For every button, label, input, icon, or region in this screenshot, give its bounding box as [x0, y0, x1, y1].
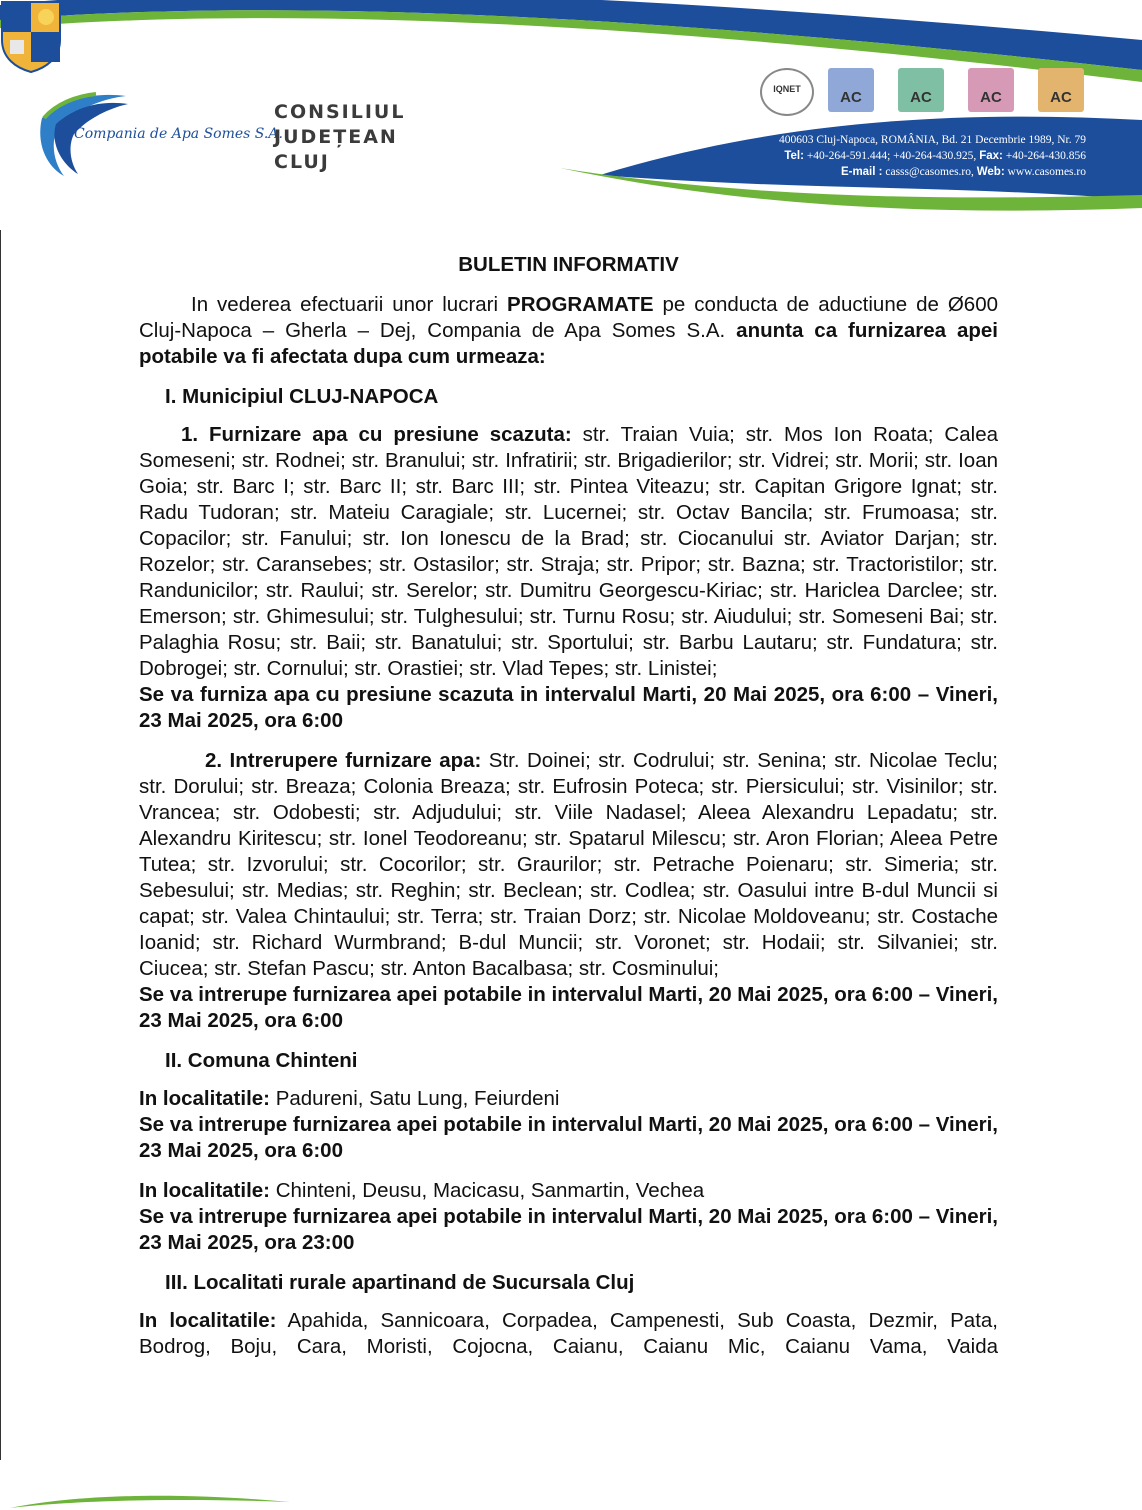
county-coat-of-arms-icon [0, 0, 62, 74]
section-heading: III. Localitati rurale apartinand de Sucursala Cluj [165, 1271, 635, 1294]
iqnet-badge-icon [760, 68, 814, 116]
intro-bold: PROGRAMATE [507, 293, 654, 316]
phone-fax-line [779, 148, 1086, 164]
document-title: BULETIN INFORMATIV [458, 253, 679, 276]
badge-label: AC [1050, 89, 1072, 106]
address: 400603 Cluj-Napoca, ROMÂNIA, Bd. 21 Decembrie 1989, Nr. 79 [779, 134, 1086, 146]
intro-text: pe conducta de aductiune de Ø600 Cluj-Napoca – Gherla – Dej, Compania de Apa Somes S.A. [139, 293, 998, 342]
item-label: 1. Furnizare apa cu presiune scazuta: [181, 423, 572, 446]
localities-paragraph [139, 1086, 998, 1112]
council-line: CLUJ [274, 151, 330, 173]
street-list-paragraph [139, 422, 998, 682]
localities-list: Apahida, Sannicoara, Corpadea, Campenesti, Sub Coasta, Dezmir, Pata, Bodrog, Boju, Cara, Moristi, Cojocna, Caianu, Caianu Mic, Caianu Vama, Vaida [139, 1309, 998, 1358]
council-line: JUDEȚEAN [274, 126, 398, 148]
web-label: Web: [976, 166, 1005, 178]
page-edge-line [0, 230, 1, 1460]
company-logo-text: Compania de Apa Somes S.A. [74, 126, 283, 142]
badge-label: AC [840, 89, 862, 106]
fax-label: Fax: [979, 150, 1003, 162]
schedule-notice: Se va intrerupe furnizarea apei potabile in intervalul Marti, 20 Mai 2025, ora 6:00 – Vineri, 23 Mai 2025, ora 6:00 [139, 983, 998, 1032]
tel-value: +40-264-591.444; +40-264-430.925, [806, 150, 977, 162]
localities-paragraph [139, 1178, 998, 1204]
intro-bold: anunta ca furnizarea apei potabile va fi afectata dupa cum urmeaza: [139, 319, 998, 368]
section-heading: I. Municipiul CLUJ-NAPOCA [165, 385, 439, 408]
company-logo [36, 88, 283, 180]
intro-paragraph [139, 292, 998, 370]
badge-label: AC [980, 89, 1002, 106]
county-council-name [274, 100, 405, 175]
street-list: Str. Doinei; str. Codrului; str. Senina; str. Nicolae Teclu; str. Dorului; str. Breaza; Colonia Breaza; str. Eufrosin Poteca; str. Piersicului; str. Visinilor; str. Vrancea; str. Odobesti; str. Adjudului; str. Viile Nadasel; Aleea Alexandru Lepadatu; str. Alexandru Kiritescu; str. Ionel Teodoreanu; str. Spatarul Milescu; str. Aron Florian; Aleea Petre Tutea; str. Izvorului; str. Cocorilor; str. Graurilor; str. Petrache Poienaru; str. Simeria; str. Sebesului; str. Medias; str. Reghin; str. Beclean; str. Codlea; str. Oasului intre B-dul Muncii si capat; str. Valea Chintaului; str. Terra; str. Traian Dorz; str. Nicolae Moldoveanu; str. Costache Ioanid; str. Richard Wurmbrand; B-dul Muncii; str. Voronet; str. Hodaii; str. Silvaniei; str. Ciucea; str. Stefan Pascu; str. Anton Bacalbasa; str. Cosminului; [139, 749, 998, 980]
contact-info [779, 132, 1086, 180]
localities-label: In localitatile: [139, 1087, 270, 1110]
localities-list: Chinteni, Deusu, Macicasu, Sanmartin, Vechea [270, 1179, 705, 1202]
footer-swoosh [0, 1490, 300, 1510]
badge-label: IQNET [773, 84, 801, 94]
item-label: 2. Intrerupere furnizare apa: [205, 749, 482, 772]
ac-badge-icon [828, 68, 874, 112]
localities-list: Padureni, Satu Lung, Feiurdeni [270, 1087, 560, 1110]
street-list-paragraph [139, 748, 998, 982]
ac-badge-icon [898, 68, 944, 112]
email-web-line [779, 164, 1086, 180]
schedule-notice: Se va intrerupe furnizarea apei potabile in intervalul Marti, 20 Mai 2025, ora 6:00 – Vineri, 23 Mai 2025, ora 6:00 [139, 1113, 998, 1162]
street-list: str. Traian Vuia; str. Mos Ion Roata; Calea Someseni; str. Rodnei; str. Branului; str. Infratirii; str. Brigadierilor; str. Vidrei; str. Morii; str. Ioan Goia; str. Barc I; str. Barc II; str. Barc III; str. Pintea Viteazu; str. Capitan Grigore Ignat; str. Radu Tudoran; str. Mateiu Caragiale; str. Lucernei; str. Octav Bancila; str. Frumoasa; str. Copacilor; str. Fanului; str. Ion Ionescu de la Brad; str. Ciocanului str. Aviator Darjan; str. Rozelor; str. Caransebes; str. Ostasilor; str. Straja; str. Pripor; str. Bazna; str. Tractoristilor; str. Randunicilor; str. Raului; str. Serelor; str. Dumitru Georgescu-Kiriac; str. Hariclea Darclee; str. Emerson; str. Ghimesului; str. Tulghesului; str. Turnu Rosu; str. Aiudului; str. Someseni Bai; str. Palaghia Rosu; str. Baii; str. Banatului; str. Sportului; str. Barbu Lautaru; str. Fundatura; str. Dobrogei; str. Cornului; str. Orastiei; str. Vlad Tepes; str. Linistei; [139, 423, 998, 680]
localities-label: In localitatile: [139, 1309, 277, 1332]
letterhead [0, 0, 1142, 230]
badge-label: AC [910, 89, 932, 106]
email-value: casss@casomes.ro, [885, 166, 974, 178]
localities-label: In localitatile: [139, 1179, 270, 1202]
fax-value: +40-264-430.856 [1005, 150, 1086, 162]
email-label: E-mail : [840, 166, 883, 178]
ac-badge-icon [1038, 68, 1084, 112]
document-body [139, 252, 998, 1360]
localities-paragraph [139, 1308, 998, 1360]
council-line: CONSILIUL [274, 101, 406, 123]
schedule-notice: Se va intrerupe furnizarea apei potabile in intervalul Marti, 20 Mai 2025, ora 6:00 – Vineri, 23 Mai 2025, ora 23:00 [139, 1205, 998, 1254]
tel-label: Tel: [784, 150, 804, 162]
intro-text: In vederea efectuarii unor lucrari [191, 293, 508, 316]
section-heading: II. Comuna Chinteni [165, 1049, 358, 1072]
schedule-notice: Se va furniza apa cu presiune scazuta in intervalul Marti, 20 Mai 2025, ora 6:00 – Vineri, 23 Mai 2025, ora 6:00 [139, 683, 998, 732]
web-value: www.casomes.ro [1007, 166, 1086, 178]
ac-badge-icon [968, 68, 1014, 112]
